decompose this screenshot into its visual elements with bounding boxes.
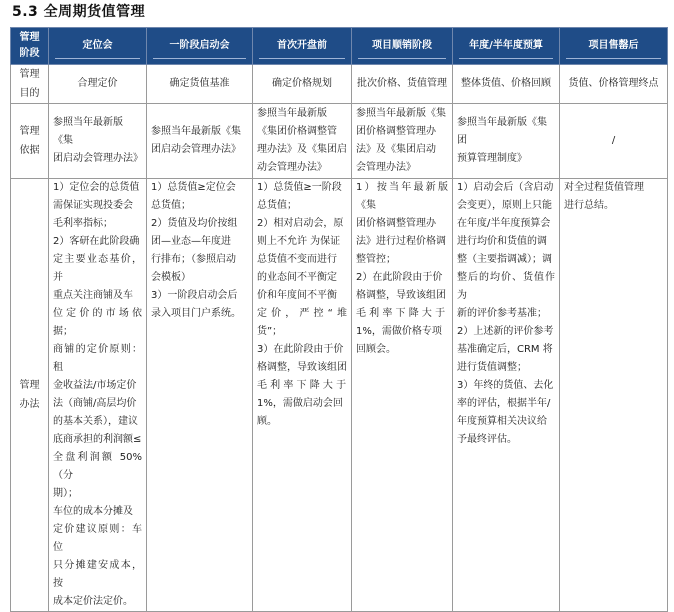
table-cell: 整体货值、价格回顾 (453, 65, 560, 104)
header-row (11, 28, 668, 65)
table-row-basis (11, 104, 668, 179)
table-cell: 1）总货值≥一阶段 总货值； 2）相对启动会，原 则上不允许 为保证 总货值不变而进行 的业态间不平衡定 价和年度间不平衡 定价，严控“堆货”； 3）在此阶段由于价 格调整，导致该组团 毛 利 率 下 降 大 于 1%，需做启动会回 顾。 (253, 179, 352, 612)
header-stage-3: 首次开盘前 (253, 28, 352, 65)
table-cell: 1）定位会的总货值 需保证实现投委会 毛利率指标； 2）客研在此阶段确 定主要业态基价，并 重点关注商铺及车 位定价的市场依据； 商铺的定价原则：租 金收益法/市场定价 法（商铺/高层均价 的基本关系），建议 底商承担的利润额≤ 全盘利润额 50%（分 期）； 车位的成本分摊及 定价建议原则：车位 只分摊建安成本，按 成本定价法定价。 (49, 179, 147, 612)
table-cell: 1）启动会后（含启动 会变更），原则上只能 在年度/半年度预算会 进行均价和货值的调 整（主要指调减）；调 整后的均价、货值作为 新的评价参考基准； 2）上述新的评价参考 基准确定后，CRM 将 进行货值调整； 3）年终的货值、去化 率的评估，根据半年/ 年度预算相关决议给 予最终评估。 (453, 179, 560, 612)
table-row-purpose (11, 65, 668, 104)
table-cell: 1）按当年最新版《集 团价格调整管理办 法》进行过程价格调 整管控； 2）在此阶段由于价 格调整，导致该组团 毛 利 率 下 降 大 于 1%，需做价格专项 回顾会。 (352, 179, 453, 612)
table-row-methods (11, 179, 668, 612)
header-stage-4: 项目顺销阶段 (352, 28, 453, 65)
header-stage-6: 项目售罄后 (560, 28, 668, 65)
header-stage-5: 年度/半年度预算 (453, 28, 560, 65)
table-cell: 参照当年最新版《集团 预算管理制度》 (453, 104, 560, 179)
table-cell: 参照当年最新版《集 团启动会管理办法》 (147, 104, 253, 179)
table-cell: 确定价格规划 (253, 65, 352, 104)
table-cell: 确定货值基准 (147, 65, 253, 104)
table-cell: 货值、价格管理终点 (560, 65, 668, 104)
table-cell: 参照当年最新版《集 团价格调整管理办 法》及《集团启动 会管理办法》 (352, 104, 453, 179)
table-cell: 参照当年最新版《集 团启动会管理办法》 (49, 104, 147, 179)
header-corner: 管理 阶段 (11, 28, 49, 65)
row-label-purpose: 管理 目的 (11, 65, 49, 104)
table-cell: 参照当年最新版 《集团价格调整管 理办法》及《集团启 动会管理办法》 (253, 104, 352, 179)
table-cell: 批次价格、货值管理 (352, 65, 453, 104)
table-cell: 对全过程货值管理 进行总结。 (560, 179, 668, 612)
row-label-methods: 管理 办法 (11, 179, 49, 612)
value-management-table (10, 27, 668, 612)
section-title: 5.3 全周期货值管理 (12, 4, 146, 20)
header-stage-1: 定位会 (49, 28, 147, 65)
table-cell: / (560, 104, 668, 179)
row-label-basis: 管理 依据 (11, 104, 49, 179)
header-stage-2: 一阶段启动会 (147, 28, 253, 65)
table-cell: 合理定价 (49, 65, 147, 104)
table-cell: 1）总货值≥定位会 总货值； 2）货值及均价按组 团—业态—年度进 行排布；（参照启动 会模板） 3）一阶段启动会后 录入项目门户系统。 (147, 179, 253, 612)
